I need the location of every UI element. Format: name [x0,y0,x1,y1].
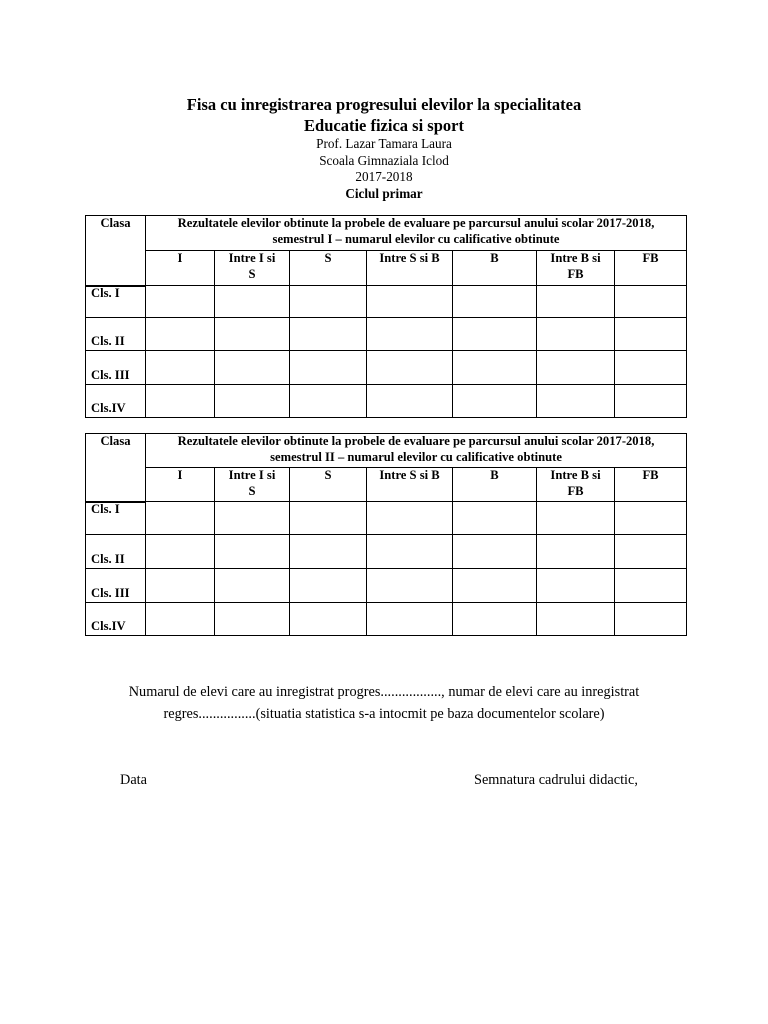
grade-cell[interactable] [146,286,215,318]
grade-cell[interactable] [615,603,687,636]
results-header-line-1: Rezultatele elevilor obtinute la probele de evaluare pe parcursul anului scolar 2017-2018, [177,216,655,230]
grade-cell[interactable] [453,351,537,385]
grade-cell[interactable] [367,286,453,318]
table-row [86,603,687,636]
table-row [86,385,687,418]
date-label: Data [120,772,147,788]
row-label: Cls. I [86,286,146,318]
grade-cell[interactable] [290,286,367,318]
results-header [146,216,687,251]
grade-cell[interactable] [290,535,367,569]
grade-cell[interactable] [615,385,687,418]
grade-cell[interactable] [146,502,215,535]
row-label: Cls.IV [86,603,146,636]
grade-cell[interactable] [146,535,215,569]
grade-cell[interactable] [290,502,367,535]
results-header [146,434,687,468]
grade-cell[interactable] [146,569,215,603]
class-column-header: Clasa [86,216,146,287]
row-label: Cls.IV [86,385,146,418]
grade-header-i: I [146,251,215,286]
grade-cell[interactable] [615,351,687,385]
progress-statement-line-2: regres................(situatia statistica s-a intocmit pe baza documentelor scolare) [163,706,605,722]
grade-cell[interactable] [615,535,687,569]
grade-cell[interactable] [215,385,290,418]
row-label: Cls. II [86,318,146,351]
grade-cell[interactable] [367,603,453,636]
grade-header-fb: FB [615,468,687,502]
grade-cell[interactable] [537,603,615,636]
table-row [86,351,687,385]
semester-2-results-body [85,501,687,636]
grade-cell[interactable] [367,502,453,535]
document-title-line-2: Educatie fizica si sport [304,116,464,135]
grade-cell[interactable] [367,569,453,603]
grade-header-i-s: Intre I si S [215,468,290,502]
grade-header-i: I [146,468,215,502]
row-label: Cls. III [86,569,146,603]
table-row [86,535,687,569]
grade-cell[interactable] [146,351,215,385]
grade-header-s: S [290,468,367,502]
row-label: Cls. II [86,535,146,569]
grade-header-s-b: Intre S si B [367,468,453,502]
grade-cell[interactable] [290,318,367,351]
document-title-line-1: Fisa cu inregistrarea progresului elevilor la specialitatea [186,95,582,114]
grade-cell[interactable] [290,603,367,636]
grade-cell[interactable] [537,502,615,535]
grade-header-b: B [453,251,537,286]
grade-cell[interactable] [367,385,453,418]
results-header-line-1: Rezultatele elevilor obtinute la probele de evaluare pe parcursul anului scolar 2017-2018, [177,434,655,448]
progress-statement-line-1: Numarul de elevi care au inregistrat progres................., numar de elevi care au inregistrat [128,684,640,700]
grade-cell[interactable] [215,502,290,535]
grade-cell[interactable] [367,318,453,351]
grade-cell[interactable] [615,318,687,351]
grade-cell[interactable] [537,318,615,351]
table-row [86,569,687,603]
teacher-name: Prof. Lazar Tamara Laura [316,136,452,151]
document-header [0,94,768,202]
results-header-line-2: semestrul I – numarul elevilor cu calificative obtinute [272,231,560,246]
class-column-header: Clasa [86,434,146,503]
grade-cell[interactable] [453,569,537,603]
grade-cell[interactable] [537,351,615,385]
grade-header-s-b: Intre S si B [367,251,453,286]
grade-cell[interactable] [215,318,290,351]
table-row [86,502,687,535]
grade-header-s: S [290,251,367,286]
results-header-line-2: semestrul II – numarul elevilor cu calificative obtinute [270,449,562,464]
row-label: Cls. I [86,502,146,535]
semester-1-results-body [85,285,687,418]
semester-2-results-table [85,433,687,503]
progress-statement [0,681,768,725]
grade-cell[interactable] [453,385,537,418]
grade-cell[interactable] [453,535,537,569]
grade-cell[interactable] [367,535,453,569]
signature-label: Semnatura cadrului didactic, [474,772,638,788]
table-row [86,318,687,351]
grade-cell[interactable] [453,286,537,318]
table-row [86,286,687,318]
grade-header-b-fb: Intre B si FB [537,468,615,502]
grade-cell[interactable] [537,569,615,603]
grade-cell[interactable] [146,603,215,636]
grade-header-b-fb: Intre B si FB [537,251,615,286]
grade-cell[interactable] [615,502,687,535]
grade-cell[interactable] [367,351,453,385]
grade-cell[interactable] [215,286,290,318]
grade-cell[interactable] [453,603,537,636]
grade-header-i-s: Intre I si S [215,251,290,286]
grade-cell[interactable] [215,535,290,569]
grade-cell[interactable] [537,535,615,569]
school-year: 2017-2018 [355,169,413,184]
grade-cell[interactable] [615,286,687,318]
grade-header-b: B [453,468,537,502]
grade-cell[interactable] [146,385,215,418]
grade-cell[interactable] [453,318,537,351]
grade-cell[interactable] [146,318,215,351]
grade-cell[interactable] [537,286,615,318]
school-name: Scoala Gimnaziala Iclod [319,152,449,168]
grade-cell[interactable] [215,351,290,385]
grade-cell[interactable] [215,569,290,603]
grade-cell[interactable] [537,385,615,418]
grade-header-fb: FB [615,251,687,286]
education-cycle: Ciclul primar [345,185,423,201]
grade-cell[interactable] [215,603,290,636]
grade-cell[interactable] [290,569,367,603]
row-label: Cls. III [86,351,146,385]
grade-cell[interactable] [290,351,367,385]
semester-1-results-table [85,215,687,287]
grade-cell[interactable] [290,385,367,418]
grade-cell[interactable] [453,502,537,535]
grade-cell[interactable] [615,569,687,603]
